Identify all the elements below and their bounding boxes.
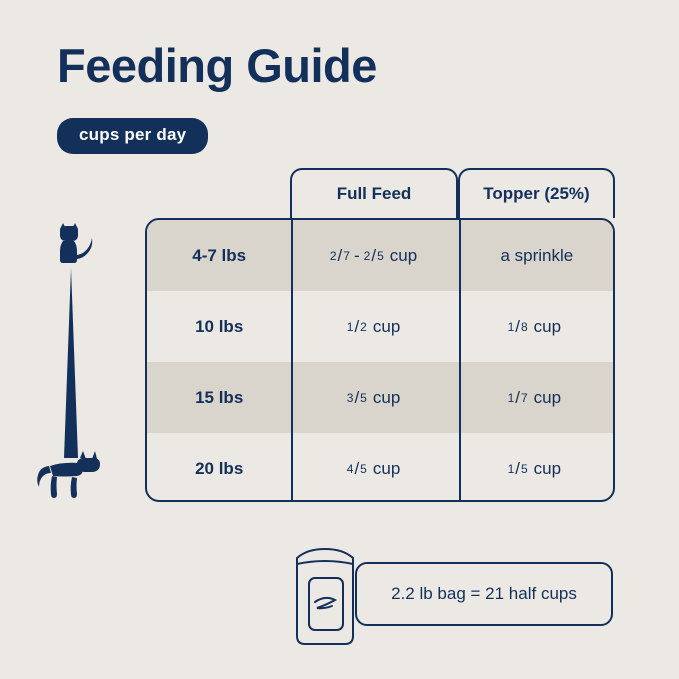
unit-label: cup [372,387,401,407]
denominator: 5 [520,461,528,476]
table-row [147,362,613,433]
bag-yield-note: 2.2 lb bag = 21 half cups [355,562,613,626]
feeding-table [145,168,615,502]
feeding-table-body [145,218,615,502]
column-header-full-feed: Full Feed [290,168,458,218]
denominator: 5 [377,248,384,263]
unit-label: cup [533,316,562,336]
cell-full-feed: 3 / 5 cup [291,362,458,433]
unit-label: cup [372,458,401,478]
denominator: 2 [360,319,367,334]
cat-walking-icon [36,448,104,498]
cell-weight: 20 lbs [195,458,244,478]
cell-topper: 1 / 5 cup [459,433,613,502]
denominator: 7 [343,248,350,263]
table-row [147,220,613,291]
cell-full-feed: 1 / 2 cup [291,291,458,362]
cell-weight: 10 lbs [195,316,244,336]
unit-label: cup [533,387,562,407]
numerator: 2 [363,248,371,263]
numerator: 2 [329,248,337,263]
cell-weight: 4-7 lbs [192,245,247,265]
numerator: 1 [507,461,515,476]
numerator: 1 [507,319,515,334]
numerator: 1 [507,390,515,405]
cell-topper: 1 / 7 cup [459,362,613,433]
column-header-topper: Topper (25%) [458,168,615,218]
cat-sitting-icon [46,222,98,264]
units-badge: cups per day [57,118,208,154]
denominator: 5 [360,461,367,476]
table-row [147,291,613,362]
unit-label: cup [389,245,418,265]
cell-topper: 1 / 8 cup [459,291,613,362]
unit-label: cup [533,458,562,478]
cell-full-feed: 4 / 5 cup [291,433,458,502]
table-row [147,433,613,502]
denominator: 8 [520,319,528,334]
growth-wedge [62,268,80,458]
denominator: 7 [520,390,528,405]
numerator: 4 [346,461,354,476]
denominator: 5 [360,390,367,405]
page-title: Feeding Guide [57,39,377,92]
cell-full-feed: 2 / 7 - 2 / 5 cup [291,220,458,291]
numerator: 1 [346,319,354,334]
cell-weight: 15 lbs [195,387,244,407]
cell-topper: a sprinkle [459,220,613,291]
numerator: 3 [346,390,354,405]
unit-label: cup [372,316,401,336]
